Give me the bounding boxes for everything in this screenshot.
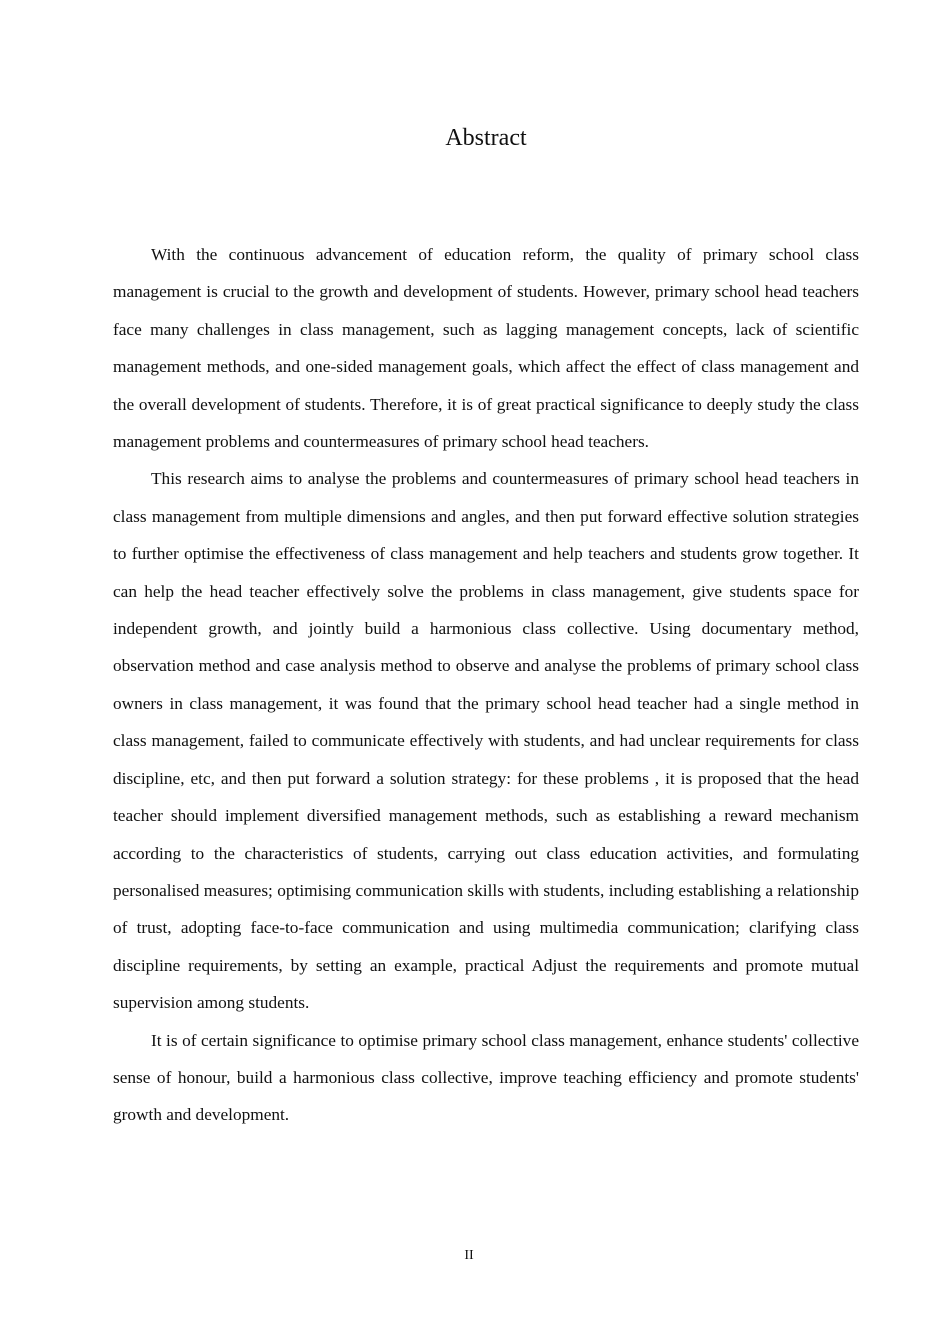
abstract-paragraph-1: With the continuous advancement of education reform, the quality of primary school class management is crucial to the growth and development of students. However, primary school head teachers face many challenges in class management, such as lagging management concepts, lack of scientific management methods, and one-sided management goals, which affect the effect of class management and the overall development of students. Therefore, it is of great practical significance to deeply study the class management problems and countermeasures of primary school head teachers.	[113, 245, 859, 452]
abstract-paragraph-2: This research aims to analyse the problems and countermeasures of primary school head teachers in class management from multiple dimensions and angles, and then put forward effective solution strategies to further optimise the effectiveness of class management and help teachers and students grow together. It can help the head teacher effectively solve the problems in class management, give students space for independent growth, and jointly build a harmonious class collective. Using documentary method, observation method and case analysis method to observe and analyse the problems of primary school class owners in class management, it was found that the primary school head teacher had a single method in class management, failed to communicate effectively with students, and had unclear requirements for class discipline, etc, and then put forward a solution strategy: for these problems , it is proposed that the head teacher should implement diversified management methods, such as establishing a reward mechanism according to the characteristics of students, carrying out class education activities, and formulating personalised measures; optimising communication skills with students, including establishing a relationship of trust, adopting face-to-face communication and using multimedia communication; clarifying class discipline requirements, by setting an example, practical Adjust the requirements and promote mutual supervision among students.	[113, 469, 859, 1013]
abstract-body	[113, 236, 859, 1134]
abstract-paragraph-3: It is of certain significance to optimise primary school class management, enhance students' collective sense of honour, build a harmonious class collective, improve teaching efficiency and promote students' growth and development.	[113, 1030, 859, 1125]
page-number: II	[464, 1248, 474, 1263]
abstract-title: Abstract	[445, 125, 527, 151]
